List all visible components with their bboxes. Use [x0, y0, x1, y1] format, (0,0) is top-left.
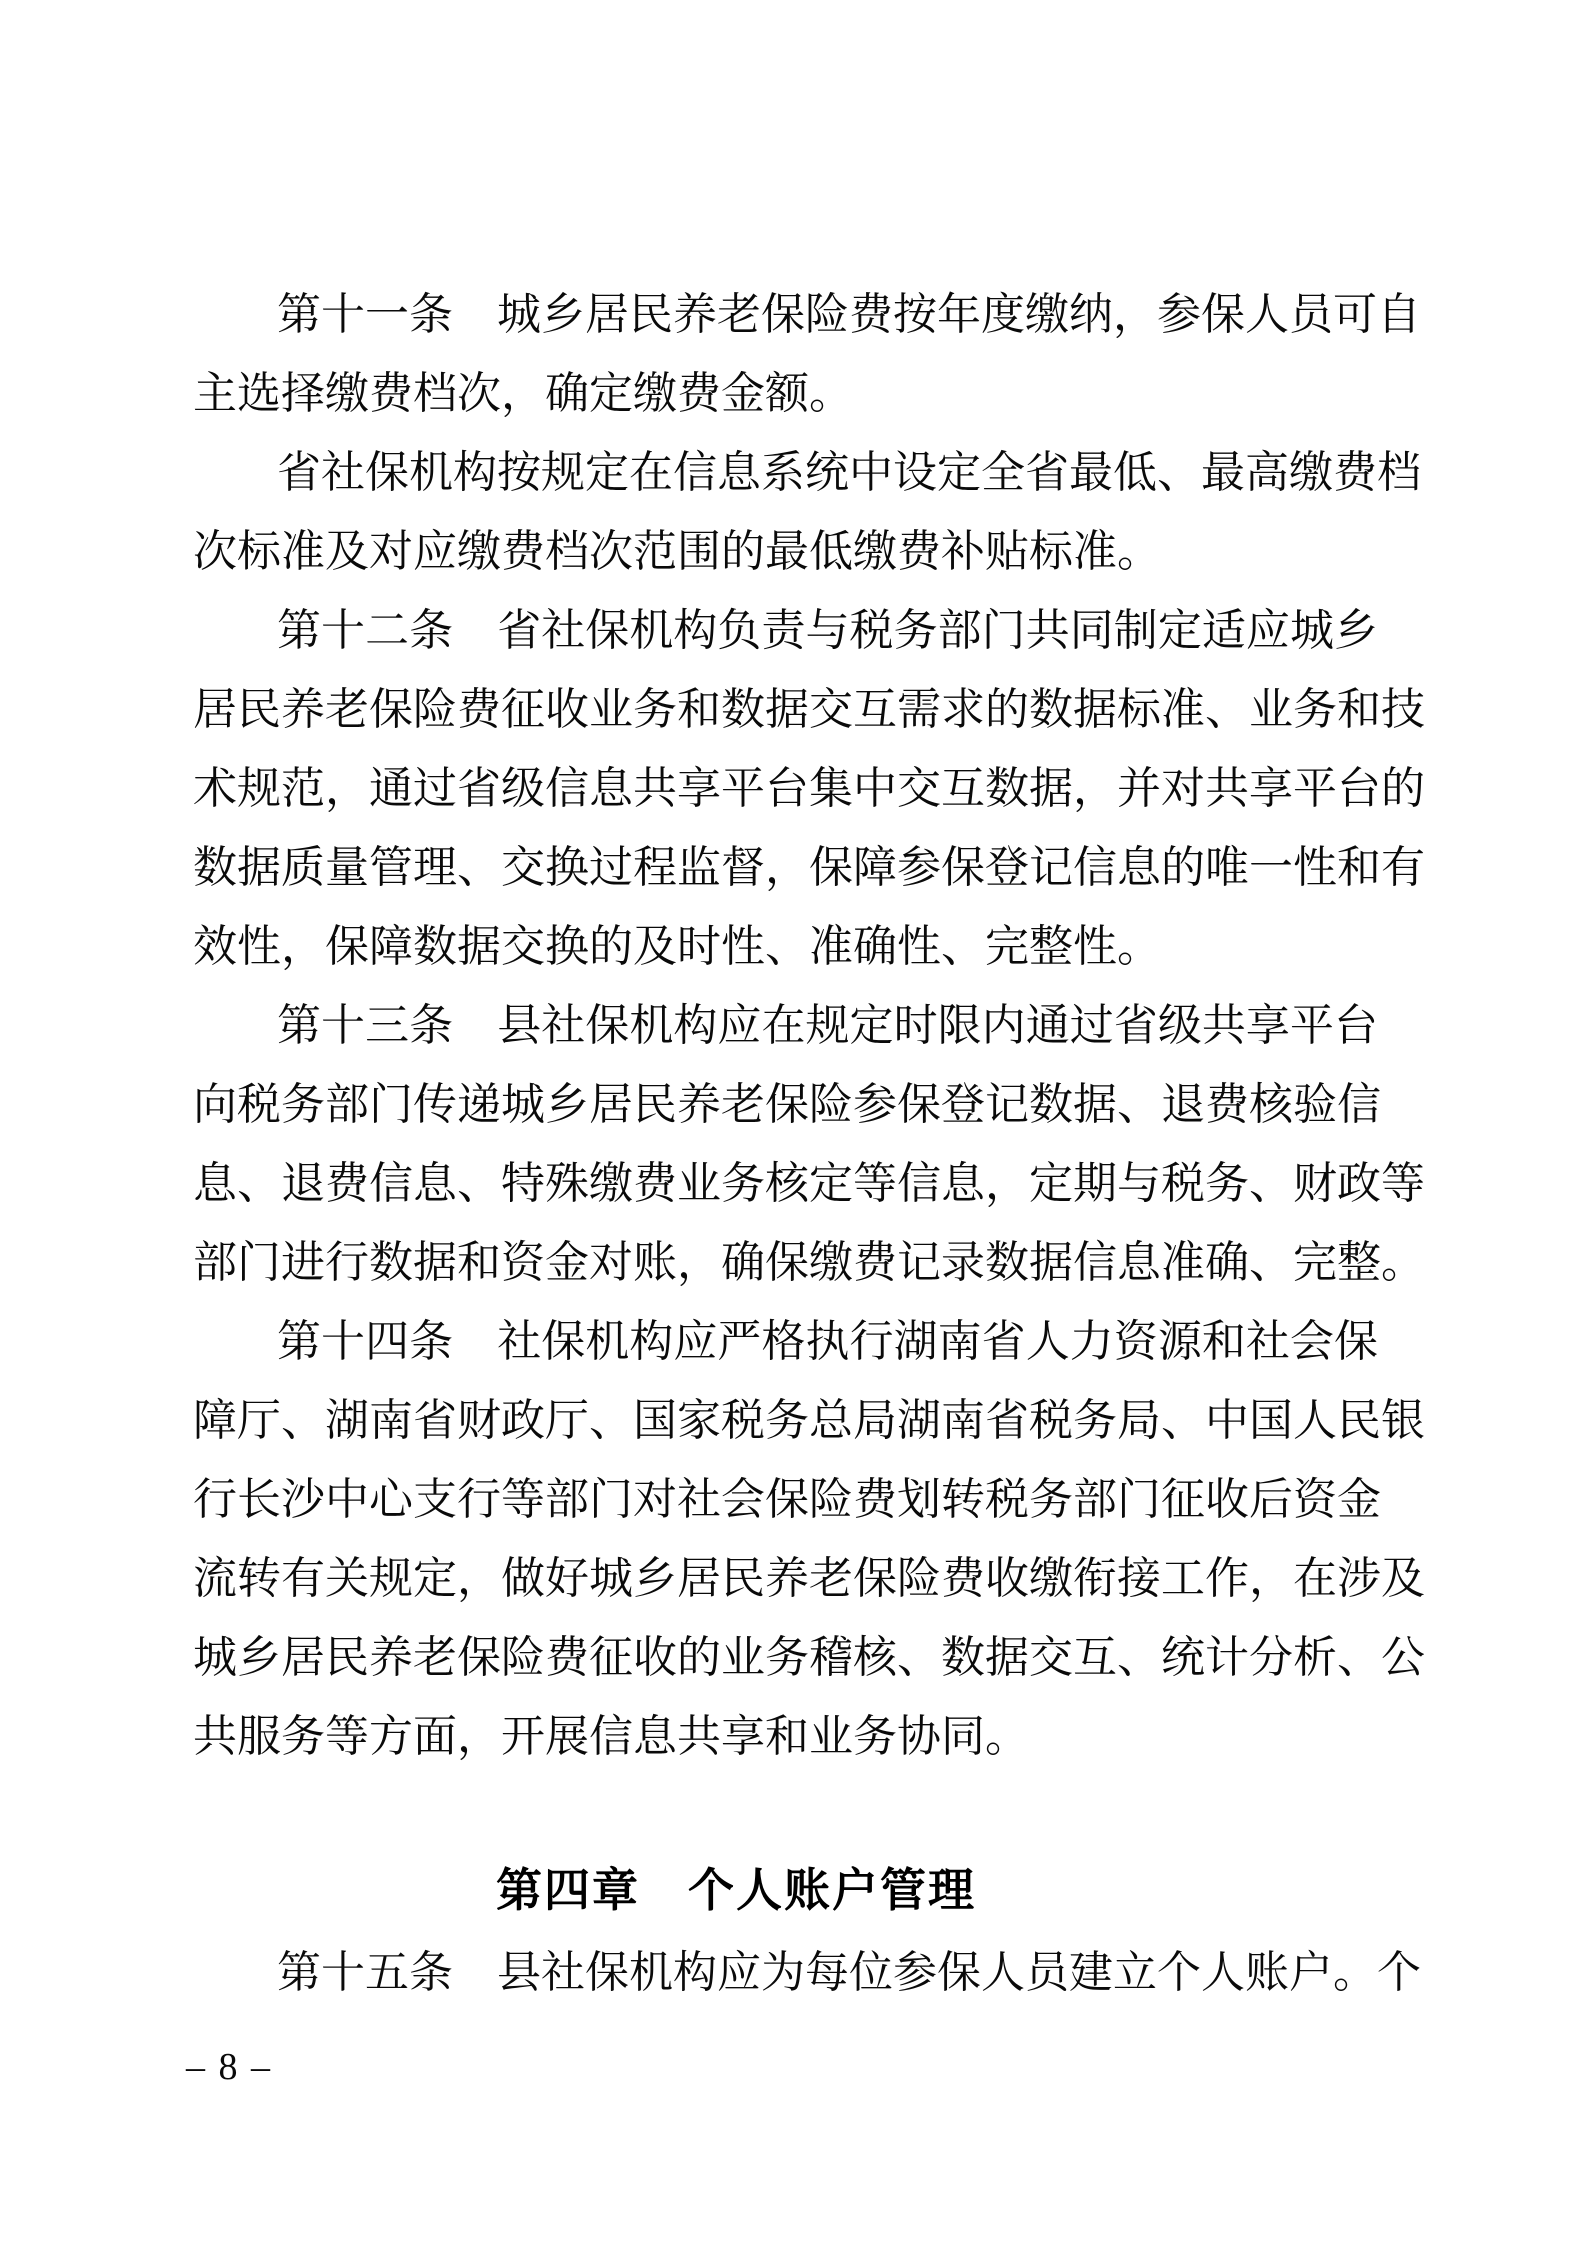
body-line: 第十三条 县社保机构应在规定时限内通过省级共享平台 — [277, 1001, 1378, 1050]
body-line: 术规范，通过省级信息共享平台集中交互数据，并对共享平台的 — [193, 764, 1425, 813]
chapter-heading: 第四章 个人账户管理 — [496, 1864, 976, 1916]
body-line: 省社保机构按规定在信息系统中设定全省最低、最高缴费档 — [277, 448, 1421, 497]
page-number: – 8 – — [186, 2046, 272, 2088]
body-line: 第十一条 城乡居民养老保险费按年度缴纳，参保人员可自 — [277, 290, 1421, 339]
body-line: 流转有关规定，做好城乡居民养老保险费收缴衔接工作，在涉及 — [193, 1554, 1425, 1603]
body-line: 共服务等方面，开展信息共享和业务协同。 — [193, 1712, 1029, 1761]
body-line: 居民养老保险费征收业务和数据交互需求的数据标准、业务和技 — [193, 685, 1425, 734]
body-line: 障厅、湖南省财政厅、国家税务总局湖南省税务局、中国人民银 — [193, 1396, 1425, 1445]
body-line: 第十四条 社保机构应严格执行湖南省人力资源和社会保 — [277, 1317, 1378, 1366]
body-line: 次标准及对应缴费档次范围的最低缴费补贴标准。 — [193, 527, 1161, 576]
body-line: 第十五条 县社保机构应为每位参保人员建立个人账户。个 — [277, 1948, 1421, 1997]
body-line: 主选择缴费档次，确定缴费金额。 — [193, 369, 853, 418]
body-line: 数据质量管理、交换过程监督，保障参保登记信息的唯一性和有 — [193, 843, 1425, 892]
body-line: 行长沙中心支行等部门对社会保险费划转税务部门征收后资金 — [193, 1475, 1381, 1524]
body-line: 城乡居民养老保险费征收的业务稽核、数据交互、统计分析、公 — [193, 1633, 1425, 1682]
body-line: 向税务部门传递城乡居民养老保险参保登记数据、退费核验信 — [193, 1080, 1381, 1129]
body-line: 息、退费信息、特殊缴费业务核定等信息，定期与税务、财政等 — [193, 1159, 1425, 1208]
body-line: 效性，保障数据交换的及时性、准确性、完整性。 — [193, 922, 1161, 971]
body-line: 部门进行数据和资金对账，确保缴费记录数据信息准确、完整。 — [193, 1238, 1425, 1287]
body-line: 第十二条 省社保机构负责与税务部门共同制定适应城乡 — [277, 606, 1378, 655]
